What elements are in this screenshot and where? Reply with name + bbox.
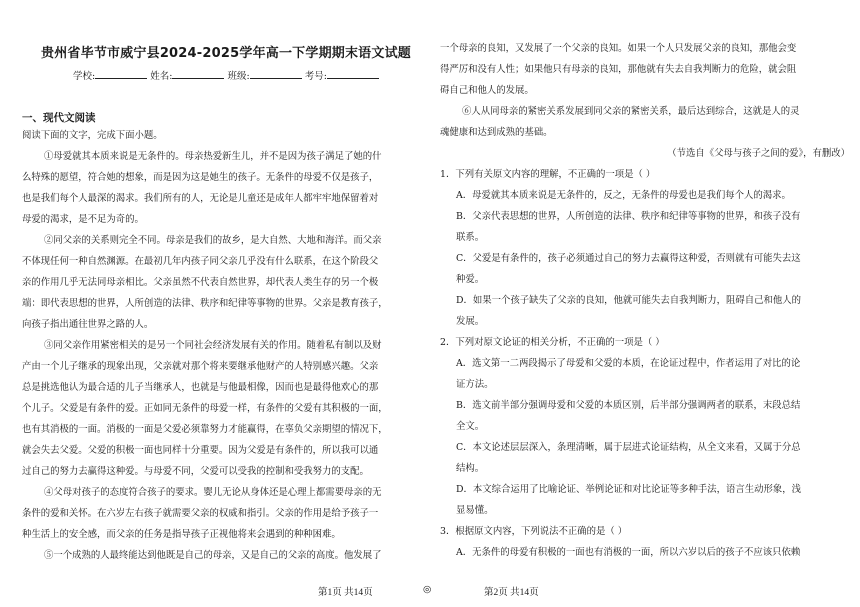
question-3-stem: 3．根据原文内容，下列说法不正确的是（ ） bbox=[440, 526, 628, 537]
passage-line: 亲的作用几乎无法同母亲相比。父亲虽然不代表自然世界，却代表人类生存的另一个极 bbox=[22, 277, 379, 288]
reading-continued bbox=[440, 38, 850, 563]
passage-line: 条件的爱和关怀。在六岁左右孩子就需要父亲的权威和指引。父亲的作用是给予孩子一 bbox=[22, 508, 379, 519]
question-2-option-d[interactable]: D．本文综合运用了比喻论证、举例论证和对比论证等多种手法，语言生动形象，浅 bbox=[456, 484, 802, 495]
question-2-option-c[interactable]: C．本文论述层层深入，条理清晰，属于层进式论证结构，从全文来看，又属于分总 bbox=[456, 442, 801, 453]
passage-line: ②同父亲的关系则完全不同。母亲是我们的故乡，是大自然、大地和海洋。而父亲 bbox=[44, 235, 382, 246]
question-1-option-b-cont: 联系。 bbox=[456, 232, 485, 243]
question-1-option-a[interactable]: A．母爱就其本质来说是无条件的，反之，无条件的母爱也是我们每个人的渴求。 bbox=[456, 190, 791, 201]
school-blank[interactable] bbox=[95, 69, 147, 79]
passage-line: ③同父亲作用紧密相关的是另一个同社会经济发展有关的作用。随着私有制以及财 bbox=[44, 340, 382, 351]
passage-line: ④父母对孩子的态度符合孩子的要求。婴儿无论从身体还是心理上都需要母亲的无 bbox=[44, 487, 382, 498]
right-page bbox=[440, 0, 850, 598]
question-1-option-c-cont: 种爱。 bbox=[456, 274, 485, 285]
question-2-option-c-cont: 结构。 bbox=[456, 463, 485, 474]
exam-no-blank[interactable] bbox=[327, 69, 379, 79]
class-label: 班级: bbox=[227, 71, 250, 82]
passage-line: 也是我们每个人最深的渴求。我们所有的人，无论是儿童还是成年人都牢牢地保留着对 bbox=[22, 193, 379, 204]
question-1-stem: 1．下列有关原文内容的理解，不正确的一项是（ ） bbox=[440, 169, 656, 180]
question-2-option-b-cont: 全文。 bbox=[456, 421, 485, 432]
passage-line: 端：即代表思想的世界，人所创造的法律、秩序和纪律等事物的世界。父亲是教育孩子， bbox=[22, 298, 388, 309]
passage-line: 总是挑选他认为最合适的儿子当继承人，也就是与他最相像，因而也是最得他欢心的那 bbox=[22, 382, 379, 393]
center-mark-icon: ◎ bbox=[423, 585, 432, 595]
section-heading: 一、现代文阅读 bbox=[22, 112, 96, 124]
question-2-option-d-cont: 显易懂。 bbox=[456, 505, 494, 516]
name-blank[interactable] bbox=[172, 69, 224, 79]
source-citation: （节选自《父母与孩子之间的爱》，有删改） bbox=[667, 148, 850, 159]
reading-passage bbox=[22, 125, 388, 566]
passage-line: ⑤一个成熟的人最终能达到他既是自己的母亲，又是自己的父亲的高度。他发展了 bbox=[44, 550, 382, 561]
passage-line: ⑥人从同母亲的紧密关系发展到同父亲的紧密关系，最后达到综合，这就是人的灵 bbox=[462, 106, 800, 117]
school-label: 学校: bbox=[73, 71, 96, 82]
passage-line: 个儿子。父爱是有条件的爱。正如同无条件的母爱一样，有条件的父爱有其积极的一面， bbox=[22, 403, 388, 414]
passage-line: 不体现任何一种自然渊源。在最初几年内孩子同父亲几乎没有什么联系，在这个阶段父 bbox=[22, 256, 379, 267]
passage-line: 么特殊的愿望，符合她的想象，而是因为这是她生的孩子。无条件的母爱不仅是孩子， bbox=[22, 172, 379, 183]
question-3-option-a[interactable]: A．无条件的母爱有积极的一面也有消极的一面，所以六岁以后的孩子不应该只依赖 bbox=[456, 547, 801, 558]
question-1-option-c[interactable]: C．父爱是有条件的，孩子必须通过自己的努力去赢得这种爱，否则就有可能失去这 bbox=[456, 253, 801, 264]
passage-line: 魂健康和达到成熟的基础。 bbox=[440, 127, 553, 138]
passage-line: 产由一个儿子继承的现象出现，父亲就对那个将来要继承他财产的人特别感兴趣。父亲 bbox=[22, 361, 379, 372]
question-2-option-a-cont: 证方法。 bbox=[456, 379, 494, 390]
question-1-option-d[interactable]: D．如果一个孩子缺失了父亲的良知，他就可能失去自我判断力，阻碍自己和他人的 bbox=[456, 295, 802, 306]
passage-line: ①母爱就其本质来说是无条件的。母亲热爱新生儿，并不是因为孩子满足了她的什 bbox=[44, 151, 382, 162]
question-1-option-d-cont: 发展。 bbox=[456, 316, 485, 327]
passage-line: 一个母亲的良知，又发展了一个父亲的良知。如果一个人只发展父亲的良知，那他会变 bbox=[440, 43, 797, 54]
passage-line: 向孩子指出通往世界之路的人。 bbox=[22, 319, 154, 330]
question-2-stem: 2．下列对原文论证的相关分析，不正确的一项是（ ） bbox=[440, 337, 665, 348]
name-label: 姓名: bbox=[150, 71, 173, 82]
question-1-option-b[interactable]: B．父亲代表思想的世界，人所创造的法律、秩序和纪律等事物的世界，和孩子没有 bbox=[456, 211, 801, 222]
exam-no-label: 考号: bbox=[304, 71, 327, 82]
question-2-option-b[interactable]: B．选文前半部分强调母爱和父爱的本质区别，后半部分强调两者的联系，末段总结 bbox=[456, 400, 801, 411]
page-title: 贵州省毕节市威宁县2024-2025学年高一下学期期末语文试题 bbox=[41, 46, 411, 61]
passage-line: 碍自己和他人的发展。 bbox=[440, 85, 534, 96]
student-info-line bbox=[22, 68, 430, 82]
left-page bbox=[22, 0, 430, 598]
passage-line: 母爱的渴求，是不足为奇的。 bbox=[22, 214, 144, 225]
instruction-line: 阅读下面的文字，完成下面小题。 bbox=[22, 130, 163, 141]
passage-line: 也有其消极的一面。消极的一面是父爱必须靠努力才能赢得，在辜负父亲期望的情况下， bbox=[22, 424, 388, 435]
passage-line: 过自己的努力去赢得这种爱。与母爱不同，父爱可以受我的控制和受我努力的支配。 bbox=[22, 466, 369, 477]
passage-line: 就会失去父爱。父爱的积极一面也同样十分重要。因为父爱是有条件的，所以我可以通 bbox=[22, 445, 379, 456]
page-footer-right: 第2页 共14页 bbox=[484, 588, 539, 598]
question-2-option-a[interactable]: A．选文第一二两段揭示了母爱和父爱的本质，在论证过程中，作者运用了对比的论 bbox=[456, 358, 801, 369]
page-footer-left: 第1页 共14页 bbox=[318, 588, 373, 598]
passage-line: 得严厉和没有人性；如果他只有母亲的良知，那他就有失去自我判断力的危险，就会阻 bbox=[440, 64, 797, 75]
passage-line: 种生活上的安全感，而父亲的任务是指导孩子正视他将来会遇到的种种困难。 bbox=[22, 529, 341, 540]
class-blank[interactable] bbox=[250, 69, 302, 79]
